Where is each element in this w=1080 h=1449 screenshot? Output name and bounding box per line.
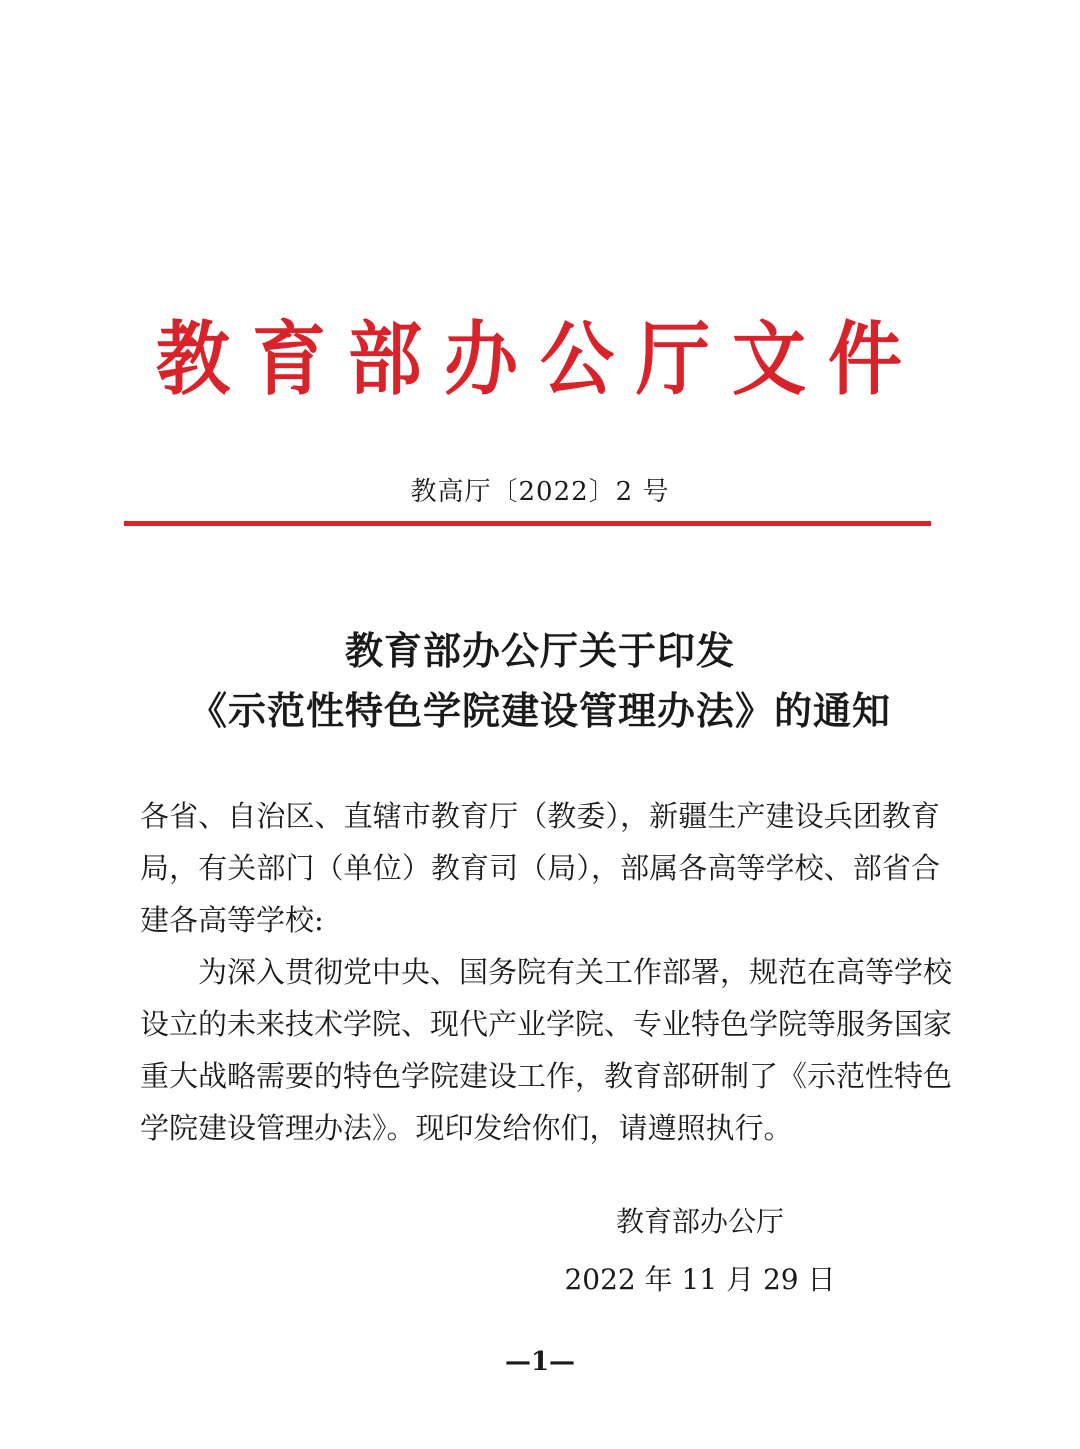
signature-organization: 教育部办公厅 [615, 1205, 784, 1238]
addressee-line-2: 局，有关部门（单位）教育司（局），部属各高等学校、部省合 [140, 851, 940, 885]
document-title-line-2: 《示范性特色学院建设管理办法》的通知 [188, 688, 891, 733]
addressee-line-1: 各省、自治区、直辖市教育厅（教委），新疆生产建设兵团教育 [140, 799, 940, 833]
paragraph-line-3: 重大战略需要的特色学院建设工作，教育部研制了《示范性特色 [140, 1059, 953, 1093]
paragraph-line-2: 设立的未来技术学院、现代产业学院、专业特色学院等服务国家 [140, 1007, 953, 1041]
document-number: 教高厅〔2022〕2 号 [410, 477, 670, 507]
document-title-line-1: 教育部办公厅关于印发 [344, 628, 735, 673]
paragraph-line-4: 学院建设管理办法》。现印发给你们，请遵照执行。 [140, 1111, 793, 1145]
signature-date: 2022 年 11 月 29 日 [564, 1263, 836, 1296]
page-number: —1— [504, 1347, 576, 1377]
document-masthead: 教育部办公厅文件 [156, 313, 924, 407]
paragraph-line-1: 为深入贯彻党中央、国务院有关工作部署，规范在高等学校 [198, 955, 953, 989]
addressee-line-3: 建各高等学校: [140, 903, 324, 937]
red-separator-line [124, 521, 931, 526]
